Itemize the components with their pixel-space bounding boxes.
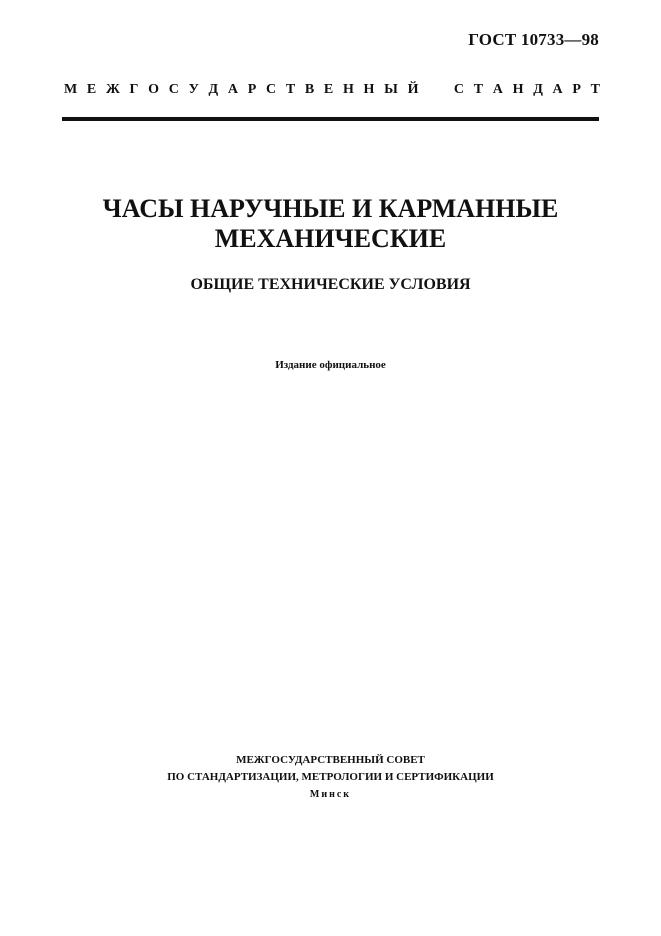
document-title — [0, 194, 661, 254]
header-letter: Й — [407, 82, 419, 97]
header-letter: А — [492, 82, 503, 97]
header-letter: Р — [247, 82, 257, 97]
header-letter: Ы — [384, 82, 398, 97]
publisher-line-2: ПО СТАНДАРТИЗАЦИИ, МЕТРОЛОГИИ И СЕРТИФИКАЦИИ — [167, 771, 494, 783]
title-line-2: МЕХАНИЧЕСКИЕ — [214, 224, 447, 253]
standard-type-header — [64, 82, 600, 98]
header-letter: В — [304, 82, 315, 97]
header-letter: О — [148, 82, 160, 97]
header-letter: Р — [572, 82, 581, 97]
header-letter: Т — [473, 82, 484, 97]
header-letter: Н — [512, 82, 524, 97]
header-letter: Д — [208, 82, 219, 97]
header-letter: Т — [285, 82, 296, 97]
header-letter: Н — [342, 82, 354, 97]
header-word-gap — [428, 82, 444, 98]
header-letter: С — [453, 82, 465, 97]
header-letter: Т — [590, 82, 600, 97]
header-letter: А — [227, 82, 239, 97]
header-letter: А — [552, 82, 563, 97]
publisher-line-1: МЕЖГОСУДАРСТВЕННЫЙ СОВЕТ — [236, 754, 425, 766]
header-letter: Г — [129, 82, 139, 97]
header-letter: Ж — [105, 82, 120, 97]
title-line-1: ЧАСЫ НАРУЧНЫЕ И КАРМАННЫЕ — [102, 194, 559, 223]
document-number: ГОСТ 10733—98 — [468, 30, 599, 49]
header-letter: Н — [363, 82, 375, 97]
header-letter: У — [188, 82, 199, 97]
edition-note: Издание официальное — [275, 359, 386, 371]
header-letter: Е — [86, 82, 97, 97]
header-letter: М — [64, 82, 78, 97]
header-letter: С — [168, 82, 179, 97]
header-rule — [62, 117, 599, 121]
header-letter: Е — [323, 82, 334, 97]
header-letter: С — [265, 82, 277, 97]
header-letter: Д — [533, 82, 543, 97]
document-subtitle: ОБЩИЕ ТЕХНИЧЕСКИЕ УСЛОВИЯ — [190, 276, 471, 293]
publisher-block — [0, 752, 661, 803]
publisher-city: Минск — [309, 789, 352, 800]
